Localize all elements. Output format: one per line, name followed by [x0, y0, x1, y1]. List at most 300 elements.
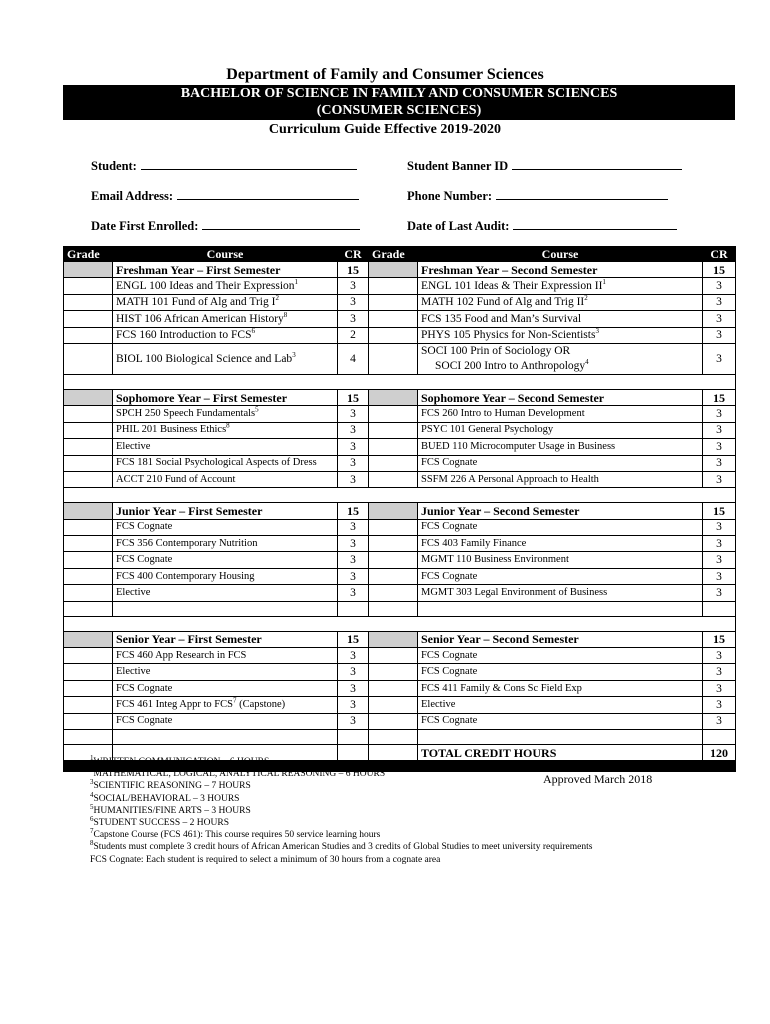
grade-cell[interactable]	[64, 455, 113, 471]
footnote-ref: 1	[602, 278, 606, 287]
footnote-item	[90, 841, 592, 853]
course-cell	[418, 455, 703, 471]
course-name: Elective	[116, 666, 151, 678]
curriculum-effective: Curriculum Guide Effective 2019-2020	[268, 122, 502, 137]
course-cell	[418, 278, 703, 294]
grade-cell[interactable]	[64, 262, 113, 278]
degree-line-2: (CONSUMER SCIENCES)	[316, 103, 482, 118]
footnote-ref: 3	[595, 327, 599, 336]
spacer-row	[64, 729, 736, 744]
grade-cell[interactable]	[64, 664, 113, 680]
grade-cell[interactable]	[64, 422, 113, 438]
course-name: HIST 106 African American History	[116, 312, 284, 325]
credit-cell: 3	[703, 648, 736, 664]
footnote-ref: 1	[294, 278, 299, 287]
grade-cell[interactable]	[369, 568, 418, 584]
course-suffix: (Capstone)	[236, 698, 286, 710]
credit-cell: 3	[338, 648, 369, 664]
grade-cell[interactable]	[64, 406, 113, 422]
course-cell	[113, 278, 338, 294]
course-row	[64, 519, 736, 535]
empty-cell[interactable]	[703, 601, 736, 616]
course-name: SOCI 200 Intro to Anthropology	[435, 359, 586, 372]
semester-header-row	[64, 262, 736, 278]
grade-cell[interactable]	[369, 278, 418, 294]
grade-cell[interactable]	[64, 294, 113, 310]
grade-cell[interactable]	[369, 422, 418, 438]
credit-cell: 3	[703, 585, 736, 601]
empty-cell[interactable]	[703, 729, 736, 744]
grade-cell[interactable]	[369, 327, 418, 343]
semester-credits: 15	[703, 631, 736, 647]
course-name: BIOL 100 Biological Science and Lab	[116, 352, 293, 365]
course-cell	[113, 343, 338, 374]
footnote-text: HUMANITIES/FINE ARTS – 3 HOURS	[93, 805, 251, 816]
footnote-number: 2	[90, 766, 94, 775]
course-cell	[418, 294, 703, 310]
semester-title: Freshman Year – First Semester	[113, 262, 338, 278]
course-row	[64, 327, 736, 343]
student-field[interactable]	[91, 157, 357, 174]
course-name: Elective	[116, 586, 151, 598]
spacer-cell	[64, 616, 736, 631]
course-name: FCS 461 Integ Appr to FCS	[116, 698, 233, 710]
footnote-item	[90, 802, 592, 817]
phone-label: Phone Number:	[407, 189, 493, 203]
banner-id-line[interactable]	[512, 157, 682, 170]
course-cell	[113, 471, 338, 487]
cr-header: CR	[338, 247, 369, 262]
course-name: MATH 102 Fund of Alg and Trig II	[421, 296, 585, 309]
total-label: TOTAL CREDIT HOURS	[418, 744, 703, 760]
course-name: FCS 181 Social Psychological Aspects of Dress	[116, 457, 317, 469]
course-cell	[113, 648, 338, 664]
credit-cell: 3	[703, 680, 736, 696]
course-name: FCS Cognate	[116, 554, 173, 566]
course-name: SPCH 250 Speech Fundamentals	[116, 408, 256, 420]
grade-cell[interactable]	[369, 294, 418, 310]
course-row	[64, 568, 736, 584]
course-cell	[113, 713, 338, 729]
course-cell	[113, 568, 338, 584]
grade-cell[interactable]	[64, 713, 113, 729]
empty-cell[interactable]	[64, 601, 113, 616]
empty-cell[interactable]	[113, 601, 338, 616]
last-audit-field[interactable]	[407, 217, 677, 234]
grade-cell[interactable]	[369, 503, 418, 519]
course-header: Course	[418, 247, 703, 262]
empty-cell[interactable]	[418, 601, 703, 616]
course-cell	[418, 536, 703, 552]
semester-credits: 15	[338, 503, 369, 519]
credit-cell: 3	[338, 406, 369, 422]
spacer-row	[64, 601, 736, 616]
course-cell	[113, 536, 338, 552]
grade-header: Grade	[64, 247, 113, 262]
semester-credits: 15	[338, 389, 369, 405]
course-cell	[113, 585, 338, 601]
grade-cell[interactable]	[64, 327, 113, 343]
grade-cell[interactable]	[64, 503, 113, 519]
grade-cell[interactable]	[64, 389, 113, 405]
credit-cell: 3	[703, 294, 736, 310]
empty-cell[interactable]	[338, 601, 369, 616]
course-cell	[418, 664, 703, 680]
semester-title: Junior Year – First Semester	[113, 503, 338, 519]
banner-id-field[interactable]	[407, 157, 682, 174]
footnote-ref: 6	[251, 327, 255, 336]
spacer-cell	[64, 374, 736, 389]
grade-cell[interactable]	[369, 455, 418, 471]
spacer-row	[64, 374, 736, 389]
footnote-ref: 5	[255, 405, 259, 414]
course-name: FCS Cognate	[421, 649, 478, 661]
grade-cell[interactable]	[369, 697, 418, 713]
course-row	[64, 294, 736, 310]
grade-cell[interactable]	[369, 311, 418, 327]
grade-cell[interactable]	[369, 552, 418, 568]
course-name: PSYC 101 General Psychology	[421, 424, 554, 436]
footnote-item	[90, 814, 592, 829]
course-row	[64, 455, 736, 471]
credit-cell: 3	[703, 327, 736, 343]
course-row	[64, 697, 736, 713]
grade-cell[interactable]	[64, 552, 113, 568]
phone-field[interactable]	[407, 187, 668, 204]
credit-cell: 3	[338, 439, 369, 455]
date-enrolled-line[interactable]	[202, 217, 360, 230]
footnote-number: 7	[90, 827, 94, 836]
course-row	[64, 536, 736, 552]
empty-cell[interactable]	[113, 729, 338, 744]
course-row	[64, 311, 736, 327]
semester-header-row	[64, 631, 736, 647]
course-name: PHIL 201 Business Ethics	[116, 424, 227, 436]
footnote-text: SOCIAL/BEHAVIORAL – 3 HOURS	[93, 793, 240, 804]
table-header-row	[64, 247, 736, 262]
course-name: ENGL 100 Ideas and Their Expression	[116, 280, 295, 293]
course-cell	[418, 568, 703, 584]
semester-title: Senior Year – Second Semester	[418, 631, 703, 647]
phone-line[interactable]	[496, 187, 668, 200]
course-row	[64, 664, 736, 680]
semester-credits: 15	[338, 262, 369, 278]
footnote-ref: 2	[584, 294, 588, 303]
grade-cell[interactable]	[369, 262, 418, 278]
student-label: Student:	[91, 159, 137, 173]
grade-cell[interactable]	[64, 536, 113, 552]
department-title: Department of Family and Consumer Sciences	[226, 66, 544, 83]
last-audit-line[interactable]	[513, 217, 677, 230]
course-name: FCS 260 Intro to Human Development	[421, 408, 585, 420]
course-row	[64, 585, 736, 601]
grade-cell[interactable]	[369, 664, 418, 680]
course-name: SOCI 100 Prin of Sociology OR	[421, 344, 571, 357]
course-row	[64, 680, 736, 696]
grade-cell[interactable]	[369, 713, 418, 729]
grade-cell[interactable]	[369, 680, 418, 696]
grade-cell[interactable]	[64, 568, 113, 584]
course-cell	[418, 327, 703, 343]
grade-cell[interactable]	[369, 406, 418, 422]
grade-cell[interactable]	[64, 439, 113, 455]
grade-cell[interactable]	[64, 278, 113, 294]
course-name: FCS 460 App Research in FCS	[116, 649, 247, 661]
footnote-number: 6	[90, 814, 94, 823]
credit-cell: 4	[338, 343, 369, 374]
credit-cell: 3	[703, 664, 736, 680]
course-row	[64, 439, 736, 455]
course-name: FCS 356 Contemporary Nutrition	[116, 537, 258, 549]
spacer-row	[64, 616, 736, 631]
credit-cell: 3	[338, 455, 369, 471]
credit-cell: 2	[338, 327, 369, 343]
credit-cell: 3	[338, 422, 369, 438]
grade-cell[interactable]	[64, 680, 113, 696]
course-name: MGMT 110 Business Environment	[421, 554, 569, 566]
credit-cell: 3	[703, 697, 736, 713]
date-enrolled-label: Date First Enrolled:	[91, 219, 199, 233]
footnote-item	[90, 753, 592, 768]
credit-cell: 3	[703, 278, 736, 294]
credit-cell: 3	[703, 422, 736, 438]
cr-header: CR	[703, 247, 736, 262]
footnote-number: 8	[90, 839, 94, 848]
course-cell	[418, 439, 703, 455]
grade-cell[interactable]	[64, 648, 113, 664]
course-cell	[113, 697, 338, 713]
grade-cell[interactable]	[369, 471, 418, 487]
degree-line-1: BACHELOR OF SCIENCE IN FAMILY AND CONSUMER SCIENCES	[180, 86, 618, 101]
course-cell	[418, 552, 703, 568]
course-name: MATH 101 Fund of Alg and Trig I	[116, 296, 276, 309]
footnote-item	[90, 829, 592, 841]
credit-cell: 3	[703, 455, 736, 471]
banner-id-label: Student Banner ID	[407, 159, 509, 173]
semester-title: Senior Year – First Semester	[113, 631, 338, 647]
course-name: FCS Cognate	[116, 715, 173, 727]
course-cell	[113, 552, 338, 568]
course-row	[64, 471, 736, 487]
footnote-ref: 2	[275, 294, 279, 303]
credit-cell: 3	[338, 713, 369, 729]
course-name: BUED 110 Microcomputer Usage in Business	[421, 440, 616, 452]
credit-cell: 3	[338, 585, 369, 601]
semester-credits: 15	[703, 503, 736, 519]
semester-credits: 15	[703, 389, 736, 405]
empty-cell[interactable]	[338, 729, 369, 744]
empty-cell[interactable]	[418, 729, 703, 744]
credit-cell: 3	[703, 311, 736, 327]
course-name: FCS Cognate	[421, 457, 478, 469]
credit-cell: 3	[338, 664, 369, 680]
grade-cell[interactable]	[369, 439, 418, 455]
credit-cell: 3	[703, 519, 736, 535]
course-name: FCS 135 Food and Man’s Survival	[421, 312, 582, 325]
grade-cell[interactable]	[369, 536, 418, 552]
course-name: FCS Cognate	[421, 666, 478, 678]
course-cell	[113, 519, 338, 535]
course-row	[64, 713, 736, 729]
grade-cell[interactable]	[369, 389, 418, 405]
semester-credits: 15	[703, 262, 736, 278]
total-value: 120	[703, 744, 736, 760]
degree-banner	[63, 85, 735, 120]
date-enrolled-field[interactable]	[91, 217, 360, 234]
credit-cell: 3	[338, 471, 369, 487]
credit-cell: 3	[338, 294, 369, 310]
credit-cell: 3	[703, 536, 736, 552]
course-name: FCS Cognate	[116, 521, 173, 533]
spacer-cell	[64, 488, 736, 503]
semester-title: Junior Year – Second Semester	[418, 503, 703, 519]
empty-cell[interactable]	[369, 729, 418, 744]
course-cell	[113, 422, 338, 438]
course-name: SSFM 226 A Personal Approach to Health	[421, 473, 599, 485]
course-cell	[113, 664, 338, 680]
footnote-text: SCIENTIFIC REASONING – 7 HOURS	[93, 781, 251, 792]
credit-cell: 3	[338, 552, 369, 568]
email-label: Email Address:	[91, 189, 174, 203]
credit-cell: 3	[703, 439, 736, 455]
course-cell	[113, 327, 338, 343]
semester-title: Freshman Year – Second Semester	[418, 262, 703, 278]
course-cell	[418, 406, 703, 422]
credit-cell: 3	[338, 697, 369, 713]
course-row	[64, 422, 736, 438]
footnote-item	[90, 768, 592, 780]
footnote-ref: 8	[283, 311, 288, 320]
course-name: FCS 400 Contemporary Housing	[116, 570, 255, 582]
email-line[interactable]	[177, 187, 359, 200]
footnotes	[90, 753, 593, 866]
grade-cell[interactable]	[64, 311, 113, 327]
empty-cell[interactable]	[64, 729, 113, 744]
course-cell	[113, 439, 338, 455]
grade-cell[interactable]	[64, 519, 113, 535]
course-cell	[418, 519, 703, 535]
credit-cell: 3	[338, 680, 369, 696]
credit-cell: 3	[338, 311, 369, 327]
grade-cell[interactable]	[369, 519, 418, 535]
course-cell	[113, 311, 338, 327]
course-cell	[113, 406, 338, 422]
footnote-ref: 3	[292, 351, 296, 360]
course-row	[64, 278, 736, 294]
footnote-ref: 7	[232, 696, 237, 705]
course-name: FCS Cognate	[421, 521, 478, 533]
course-cell	[418, 422, 703, 438]
grade-header: Grade	[369, 247, 418, 262]
semester-credits: 15	[338, 631, 369, 647]
course-cell	[418, 648, 703, 664]
course-name: ACCT 210 Fund of Account	[116, 473, 236, 485]
semester-title: Sophomore Year – Second Semester	[418, 389, 703, 405]
footnote-ref: 4	[585, 358, 589, 367]
course-name: FCS 403 Family Finance	[421, 537, 527, 549]
course-cell	[418, 585, 703, 601]
footnote-text: FCS Cognate: Each student is required to select a minimum of 30 hours from a cognate area	[90, 854, 441, 865]
spacer-row	[64, 488, 736, 503]
course-name: MGMT 303 Legal Environment of Business	[421, 586, 608, 598]
grade-cell[interactable]	[64, 471, 113, 487]
semester-title: Sophomore Year – First Semester	[113, 389, 338, 405]
footnote-text: STUDENT SUCCESS – 2 HOURS	[93, 818, 229, 829]
grade-cell[interactable]	[64, 631, 113, 647]
course-cell	[418, 471, 703, 487]
credit-cell: 3	[703, 713, 736, 729]
course-cell	[418, 680, 703, 696]
grade-cell[interactable]	[64, 343, 113, 374]
course-row	[64, 648, 736, 664]
course-name: FCS 411 Family & Cons Sc Field Exp	[421, 682, 582, 694]
footnote-number: 4	[90, 790, 94, 799]
course-name: ENGL 101 Ideas & Their Expression II	[421, 280, 603, 293]
footnote-item	[90, 790, 592, 805]
grade-cell[interactable]	[64, 697, 113, 713]
footnote-item	[90, 780, 592, 792]
course-name: FCS Cognate	[421, 570, 478, 582]
empty-cell[interactable]	[369, 601, 418, 616]
course-name: PHYS 105 Physics for Non-Scientists	[421, 329, 596, 342]
course-cell	[418, 343, 703, 374]
grade-cell[interactable]	[369, 631, 418, 647]
footnote-text: Capstone Course (FCS 461): This course requires 50 service learning hours	[93, 830, 381, 841]
footnote-number: 3	[90, 778, 94, 787]
grade-cell[interactable]	[369, 648, 418, 664]
course-cell	[418, 311, 703, 327]
course-cell	[418, 697, 703, 713]
approved-date: Approved March 2018	[543, 772, 653, 786]
grade-cell[interactable]	[64, 585, 113, 601]
footnote-text: WRITTEN COMMUNICATION – 6 HOURS	[93, 757, 270, 767]
semester-header-row	[64, 389, 736, 405]
course-name: Elective	[421, 698, 456, 710]
semester-header-row	[64, 503, 736, 519]
footnote-item	[90, 854, 592, 866]
course-header: Course	[113, 247, 338, 262]
student-line[interactable]	[141, 157, 357, 170]
credit-cell: 3	[703, 343, 736, 374]
credit-cell: 3	[338, 278, 369, 294]
course-alternative	[421, 359, 699, 374]
course-row	[64, 343, 736, 374]
footnote-number: 1	[90, 753, 94, 762]
credit-cell: 3	[338, 519, 369, 535]
email-field[interactable]	[91, 187, 359, 204]
course-name: FCS 160 Introduction to FCS	[116, 329, 252, 342]
footnote-text: MATHEMATICAL, LOGICAL, ANALYTICAL REASONING – 6 HOURS	[93, 769, 386, 780]
course-cell	[418, 713, 703, 729]
grade-cell[interactable]	[369, 343, 418, 374]
credit-cell: 3	[703, 552, 736, 568]
footnote-number: 5	[90, 802, 94, 811]
course-row	[64, 406, 736, 422]
footnote-text: Students must complete 3 credit hours of African American Studies and 3 credits of Global Studies to meet university requirements	[93, 842, 593, 853]
last-audit-label: Date of Last Audit:	[407, 219, 510, 233]
course-row	[64, 552, 736, 568]
footnote-ref: 8	[226, 422, 230, 430]
course-cell	[113, 680, 338, 696]
course-cell	[113, 294, 338, 310]
course-name: Elective	[116, 440, 151, 452]
credit-cell: 3	[338, 536, 369, 552]
credit-cell: 3	[703, 406, 736, 422]
course-cell	[113, 455, 338, 471]
credit-cell: 3	[703, 568, 736, 584]
course-name: FCS Cognate	[421, 715, 478, 727]
grade-cell[interactable]	[369, 585, 418, 601]
